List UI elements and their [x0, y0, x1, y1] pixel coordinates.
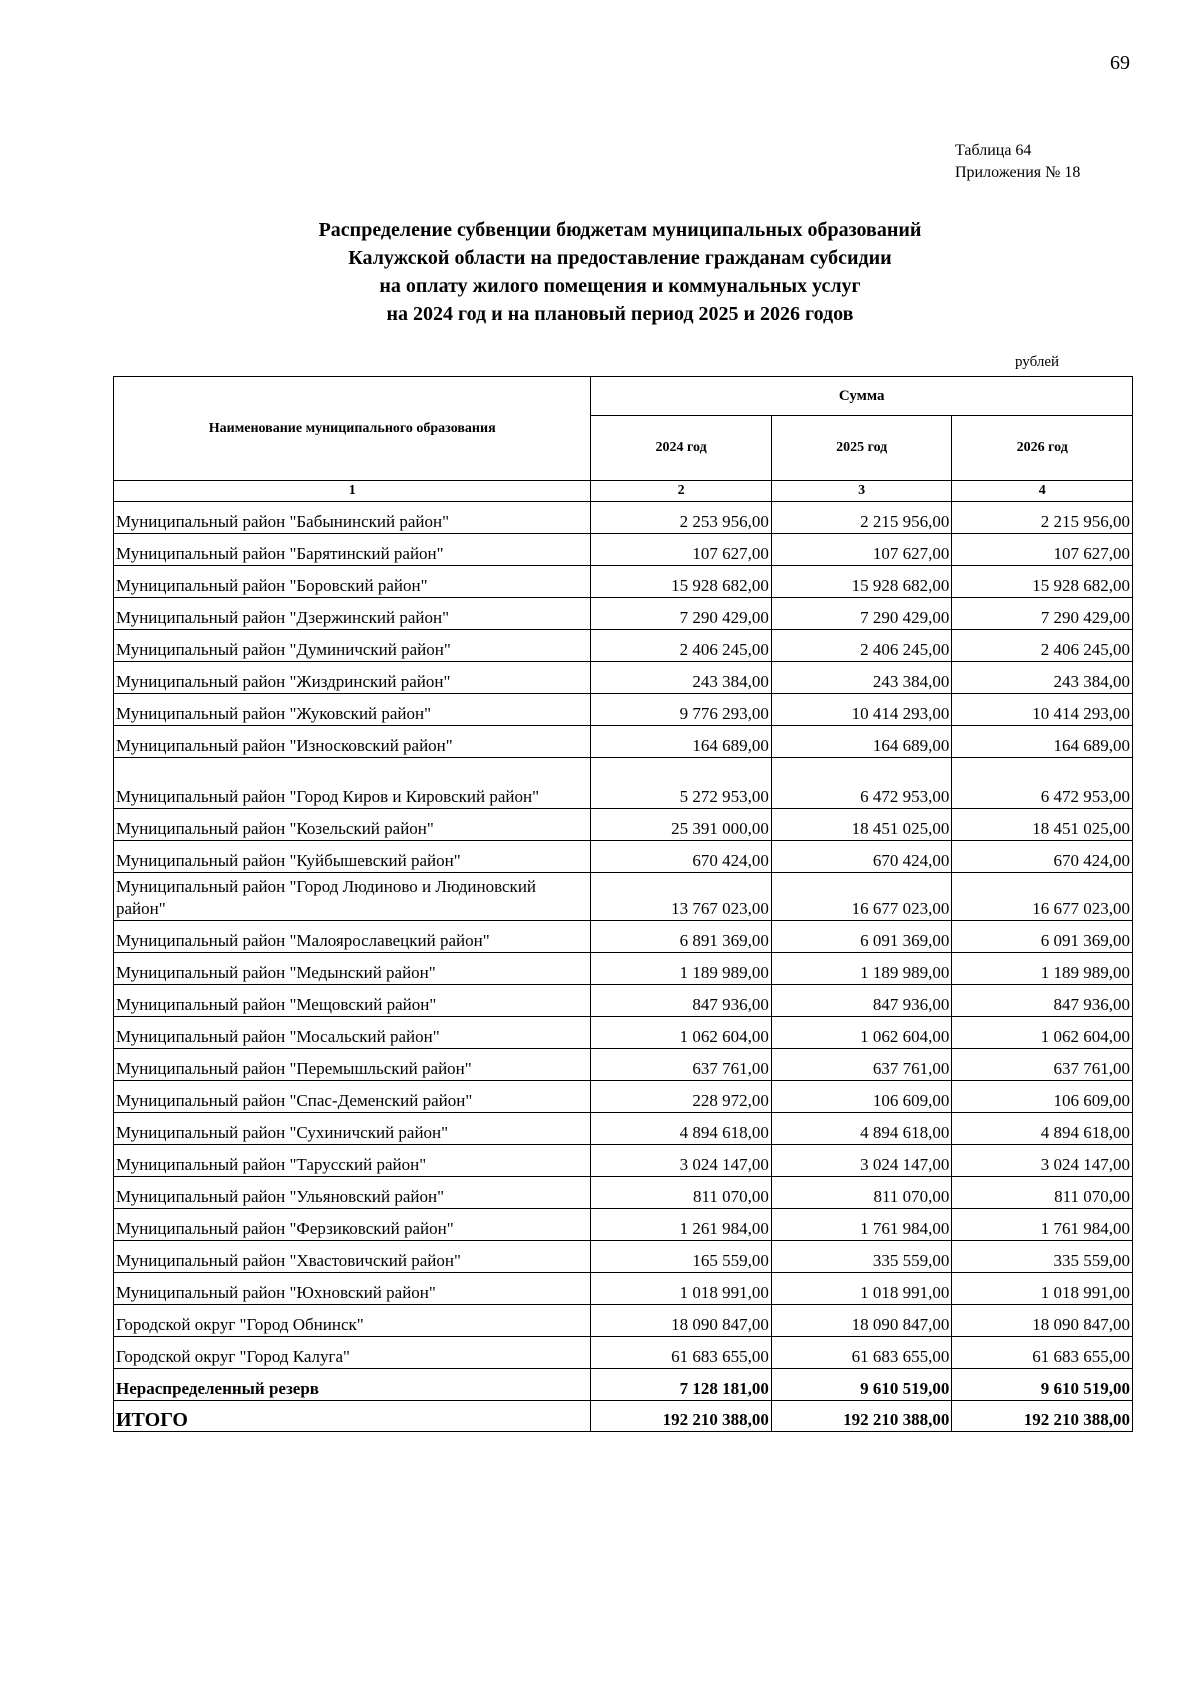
table-number: Таблица 64 [955, 142, 1032, 159]
municipality-name-cell: Муниципальный район "Город Людиново и Людиновский район" [114, 873, 591, 921]
table-row [114, 1113, 1133, 1145]
table-row [114, 1305, 1133, 1337]
appendix-number: Приложения № 18 [955, 164, 1081, 181]
amount-2026-cell: 4 894 618,00 [952, 1113, 1133, 1145]
amount-2025-cell: 1 761 984,00 [771, 1209, 952, 1241]
amount-2025-cell: 106 609,00 [771, 1081, 952, 1113]
amount-2024-cell: 192 210 388,00 [591, 1401, 772, 1432]
amount-2024-cell: 7 128 181,00 [591, 1369, 772, 1401]
table-row [114, 534, 1133, 566]
amount-2026-cell: 1 018 991,00 [952, 1273, 1133, 1305]
amount-2025-cell: 9 610 519,00 [771, 1369, 952, 1401]
title-line: Распределение субвенции бюджетам муниципальных образований [318, 219, 922, 241]
amount-2024-cell: 7 290 429,00 [591, 598, 772, 630]
table-row [114, 502, 1133, 534]
amount-2026-cell: 2 406 245,00 [952, 630, 1133, 662]
amount-2026-cell: 164 689,00 [952, 726, 1133, 758]
municipality-name-cell: Муниципальный район "Тарусский район" [114, 1145, 591, 1177]
amount-2024-cell: 18 090 847,00 [591, 1305, 772, 1337]
municipality-name-cell: Муниципальный район "Юхновский район" [114, 1273, 591, 1305]
document-title [160, 216, 1080, 328]
amount-2025-cell: 16 677 023,00 [771, 873, 952, 921]
amount-2024-cell: 637 761,00 [591, 1049, 772, 1081]
table-row [114, 1145, 1133, 1177]
municipality-name-cell: Муниципальный район "Перемышльский район" [114, 1049, 591, 1081]
amount-2026-cell: 335 559,00 [952, 1241, 1133, 1273]
amount-2025-cell: 15 928 682,00 [771, 566, 952, 598]
municipality-name-cell: Муниципальный район "Малоярославецкий район" [114, 921, 591, 953]
municipality-name-cell: Муниципальный район "Боровский район" [114, 566, 591, 598]
amount-2026-cell: 16 677 023,00 [952, 873, 1133, 921]
municipality-name-cell: Городской округ "Город Калуга" [114, 1337, 591, 1369]
municipality-name-cell: Муниципальный район "Барятинский район" [114, 534, 591, 566]
table-row [114, 1209, 1133, 1241]
municipality-name-cell: Муниципальный район "Хвастовичский район" [114, 1241, 591, 1273]
amount-2026-cell: 18 090 847,00 [952, 1305, 1133, 1337]
amount-2024-cell: 847 936,00 [591, 985, 772, 1017]
table-row [114, 1337, 1133, 1369]
column-index: 2 [591, 481, 772, 502]
amount-2024-cell: 811 070,00 [591, 1177, 772, 1209]
amount-2024-cell: 2 253 956,00 [591, 502, 772, 534]
currency-unit: рублей [1015, 354, 1060, 370]
table-row [114, 1049, 1133, 1081]
amount-2025-cell: 2 215 956,00 [771, 502, 952, 534]
table-row [114, 985, 1133, 1017]
amount-2026-cell: 3 024 147,00 [952, 1145, 1133, 1177]
subvention-table [113, 376, 1133, 1432]
header-2025: 2025 год [771, 416, 952, 481]
municipality-name-cell: Муниципальный район "Бабынинский район" [114, 502, 591, 534]
amount-2026-cell: 6 091 369,00 [952, 921, 1133, 953]
amount-2025-cell: 107 627,00 [771, 534, 952, 566]
amount-2024-cell: 670 424,00 [591, 841, 772, 873]
municipality-name-cell: Муниципальный район "Дзержинский район" [114, 598, 591, 630]
amount-2026-cell: 15 928 682,00 [952, 566, 1133, 598]
table-row [114, 841, 1133, 873]
amount-2024-cell: 1 261 984,00 [591, 1209, 772, 1241]
amount-2026-cell: 192 210 388,00 [952, 1401, 1133, 1432]
municipality-name-cell: Муниципальный район "Сухиничский район" [114, 1113, 591, 1145]
amount-2026-cell: 10 414 293,00 [952, 694, 1133, 726]
table-row [114, 662, 1133, 694]
amount-2025-cell: 811 070,00 [771, 1177, 952, 1209]
amount-2026-cell: 107 627,00 [952, 534, 1133, 566]
amount-2025-cell: 18 451 025,00 [771, 809, 952, 841]
table-row [114, 1081, 1133, 1113]
title-line: Калужской области на предоставление гражданам субсидии [348, 247, 892, 269]
municipality-name-cell: Муниципальный район "Козельский район" [114, 809, 591, 841]
amount-2025-cell: 192 210 388,00 [771, 1401, 952, 1432]
amount-2026-cell: 670 424,00 [952, 841, 1133, 873]
column-index-row [114, 481, 1133, 502]
amount-2025-cell: 1 062 604,00 [771, 1017, 952, 1049]
amount-2025-cell: 6 472 953,00 [771, 758, 952, 809]
column-index: 1 [114, 481, 591, 502]
table-row [114, 566, 1133, 598]
amount-2026-cell: 9 610 519,00 [952, 1369, 1133, 1401]
municipality-name-cell: Муниципальный район "Город Киров и Кировский район" [114, 758, 591, 809]
reserve-row [114, 1369, 1133, 1401]
amount-2025-cell: 1 018 991,00 [771, 1273, 952, 1305]
municipality-name-cell: Муниципальный район "Медынский район" [114, 953, 591, 985]
table-row [114, 1273, 1133, 1305]
table-row [114, 1017, 1133, 1049]
municipality-name-cell: Муниципальный район "Мосальский район" [114, 1017, 591, 1049]
column-index: 4 [952, 481, 1133, 502]
amount-2025-cell: 18 090 847,00 [771, 1305, 952, 1337]
amount-2025-cell: 6 091 369,00 [771, 921, 952, 953]
table-row [114, 873, 1133, 921]
municipality-name-cell: Городской округ "Город Обнинск" [114, 1305, 591, 1337]
table-row [114, 694, 1133, 726]
municipality-name-cell: Нераспределенный резерв [114, 1369, 591, 1401]
header-sum: Сумма [591, 377, 1133, 416]
amount-2025-cell: 3 024 147,00 [771, 1145, 952, 1177]
municipality-name-cell: Муниципальный район "Спас-Деменский район" [114, 1081, 591, 1113]
amount-2024-cell: 107 627,00 [591, 534, 772, 566]
municipality-name-cell: Муниципальный район "Куйбышевский район" [114, 841, 591, 873]
amount-2026-cell: 811 070,00 [952, 1177, 1133, 1209]
table-row [114, 953, 1133, 985]
header-2024: 2024 год [591, 416, 772, 481]
amount-2024-cell: 164 689,00 [591, 726, 772, 758]
title-line: на оплату жилого помещения и коммунальных услуг [379, 275, 861, 297]
amount-2026-cell: 6 472 953,00 [952, 758, 1133, 809]
amount-2024-cell: 9 776 293,00 [591, 694, 772, 726]
amount-2025-cell: 61 683 655,00 [771, 1337, 952, 1369]
amount-2025-cell: 670 424,00 [771, 841, 952, 873]
amount-2024-cell: 61 683 655,00 [591, 1337, 772, 1369]
table-row [114, 1241, 1133, 1273]
amount-2024-cell: 1 062 604,00 [591, 1017, 772, 1049]
header-name: Наименование муниципального образования [114, 377, 591, 481]
amount-2026-cell: 7 290 429,00 [952, 598, 1133, 630]
amount-2026-cell: 1 062 604,00 [952, 1017, 1133, 1049]
amount-2025-cell: 164 689,00 [771, 726, 952, 758]
amount-2025-cell: 7 290 429,00 [771, 598, 952, 630]
municipality-name-cell: Муниципальный район "Ульяновский район" [114, 1177, 591, 1209]
amount-2025-cell: 335 559,00 [771, 1241, 952, 1273]
table-row [114, 758, 1133, 809]
municipality-name-cell: Муниципальный район "Жуковский район" [114, 694, 591, 726]
column-index: 3 [771, 481, 952, 502]
amount-2024-cell: 25 391 000,00 [591, 809, 772, 841]
amount-2026-cell: 61 683 655,00 [952, 1337, 1133, 1369]
amount-2024-cell: 3 024 147,00 [591, 1145, 772, 1177]
amount-2024-cell: 243 384,00 [591, 662, 772, 694]
municipality-name-cell: Муниципальный район "Думиничский район" [114, 630, 591, 662]
municipality-name-cell: Муниципальный район "Износковский район" [114, 726, 591, 758]
amount-2024-cell: 5 272 953,00 [591, 758, 772, 809]
table-row [114, 1177, 1133, 1209]
amount-2026-cell: 1 761 984,00 [952, 1209, 1133, 1241]
municipality-name-cell: Муниципальный район "Жиздринский район" [114, 662, 591, 694]
amount-2025-cell: 10 414 293,00 [771, 694, 952, 726]
page-number: 69 [1110, 52, 1130, 74]
table-row [114, 809, 1133, 841]
table-row [114, 726, 1133, 758]
amount-2024-cell: 15 928 682,00 [591, 566, 772, 598]
municipality-name-cell: ИТОГО [114, 1401, 591, 1432]
amount-2025-cell: 847 936,00 [771, 985, 952, 1017]
amount-2026-cell: 106 609,00 [952, 1081, 1133, 1113]
amount-2025-cell: 243 384,00 [771, 662, 952, 694]
amount-2025-cell: 637 761,00 [771, 1049, 952, 1081]
amount-2024-cell: 1 189 989,00 [591, 953, 772, 985]
amount-2026-cell: 243 384,00 [952, 662, 1133, 694]
amount-2024-cell: 228 972,00 [591, 1081, 772, 1113]
amount-2026-cell: 637 761,00 [952, 1049, 1133, 1081]
amount-2025-cell: 1 189 989,00 [771, 953, 952, 985]
municipality-name-cell: Муниципальный район "Ферзиковский район" [114, 1209, 591, 1241]
amount-2025-cell: 4 894 618,00 [771, 1113, 952, 1145]
amount-2024-cell: 13 767 023,00 [591, 873, 772, 921]
amount-2025-cell: 2 406 245,00 [771, 630, 952, 662]
amount-2026-cell: 2 215 956,00 [952, 502, 1133, 534]
amount-2024-cell: 165 559,00 [591, 1241, 772, 1273]
title-line: на 2024 год и на плановый период 2025 и 2026 годов [386, 303, 854, 325]
total-row [114, 1401, 1133, 1432]
amount-2024-cell: 1 018 991,00 [591, 1273, 772, 1305]
amount-2026-cell: 847 936,00 [952, 985, 1133, 1017]
table-row [114, 630, 1133, 662]
table-row [114, 598, 1133, 630]
amount-2026-cell: 1 189 989,00 [952, 953, 1133, 985]
amount-2024-cell: 4 894 618,00 [591, 1113, 772, 1145]
amount-2026-cell: 18 451 025,00 [952, 809, 1133, 841]
amount-2024-cell: 6 891 369,00 [591, 921, 772, 953]
table-row [114, 921, 1133, 953]
municipality-name-cell: Муниципальный район "Мещовский район" [114, 985, 591, 1017]
amount-2024-cell: 2 406 245,00 [591, 630, 772, 662]
header-2026: 2026 год [952, 416, 1133, 481]
table-reference [955, 140, 1080, 184]
